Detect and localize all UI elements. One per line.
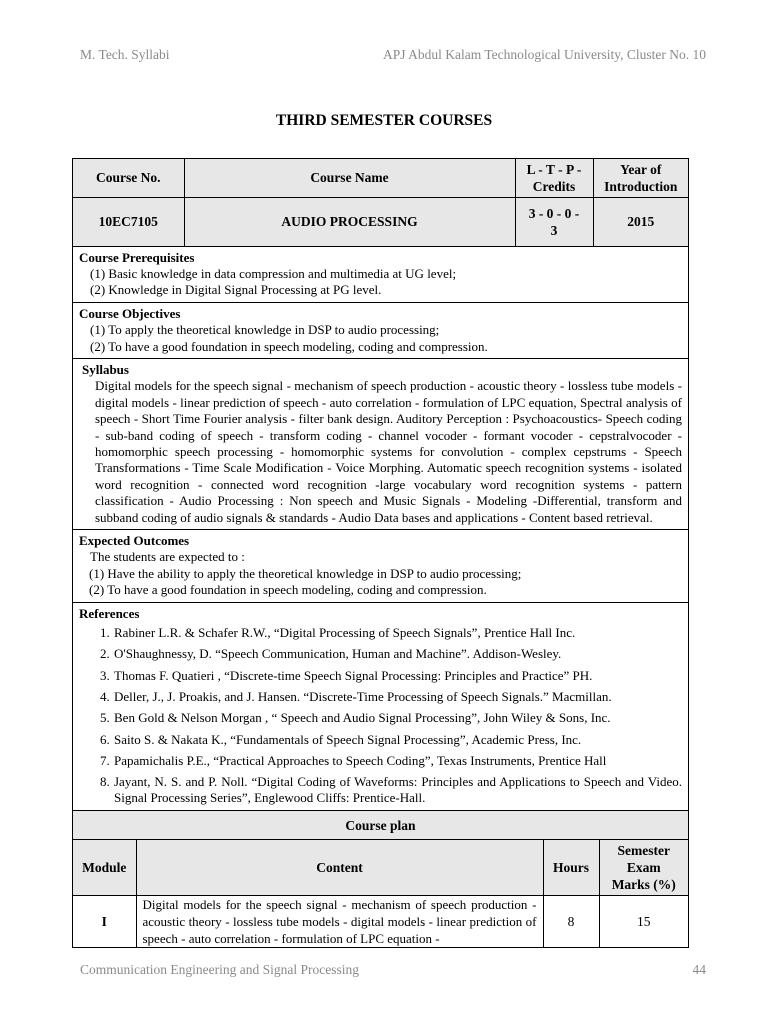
reference-item: 6. Saito S. & Nakata K., “Fundamentals of Speech Signal Processing”, Academic Press, Inc. bbox=[113, 732, 682, 748]
course-credits-line1: 3 - 0 - 0 - bbox=[528, 205, 580, 221]
course-info-row bbox=[73, 197, 688, 246]
course-info-table bbox=[73, 159, 688, 247]
course-plan-table bbox=[73, 811, 688, 947]
prerequisites-section bbox=[73, 247, 688, 302]
syllabus-section bbox=[73, 358, 688, 529]
page-number: 44 bbox=[692, 962, 706, 977]
col-marks-line2: Exam bbox=[626, 860, 661, 876]
course-plan-row bbox=[73, 896, 688, 948]
col-credits-line1: L - T - P - bbox=[526, 161, 582, 177]
col-course-no: Course No. bbox=[73, 159, 184, 197]
course-plan-section bbox=[73, 810, 688, 947]
footer-text: Communication Engineering and Signal Processing bbox=[80, 962, 359, 977]
course-no: 10EC7105 bbox=[73, 197, 184, 246]
reference-item: 7. Papamichalis P.E., “Practical Approaches to Speech Coding”, Texas Instruments, Prentice Hall bbox=[113, 753, 682, 769]
col-year-line2: Introduction bbox=[604, 178, 678, 194]
course-info-header bbox=[73, 159, 688, 197]
col-hours: Hours bbox=[543, 840, 599, 896]
course-plan-header bbox=[73, 840, 688, 896]
module-content-text: Digital models for the speech signal - mechanism of speech production - acoustic theory - lossless tube models - digital models - linear prediction of speech - auto correlation - formulation of LPC equation - bbox=[142, 897, 537, 947]
prerequisites-title: Course Prerequisites bbox=[79, 249, 195, 265]
col-credits bbox=[515, 159, 593, 197]
col-module: Module bbox=[73, 840, 136, 896]
syllabus-title: Syllabus bbox=[82, 361, 129, 377]
course-name: AUDIO PROCESSING bbox=[184, 197, 515, 246]
course-plan-title: Course plan bbox=[73, 811, 688, 840]
references-section bbox=[73, 602, 688, 810]
prerequisite-item: (2) Knowledge in Digital Signal Processing at PG level. bbox=[90, 282, 382, 298]
col-year-line1: Year of bbox=[620, 161, 662, 177]
reference-item: 4. Deller, J., J. Proakis, and J. Hansen. “Discrete-Time Processing of Speech Signals.” Macmillan. bbox=[113, 689, 682, 705]
col-year bbox=[593, 159, 688, 197]
course-document bbox=[72, 158, 689, 948]
module-marks: 15 bbox=[599, 896, 688, 948]
syllabus-text: Digital models for the speech signal - mechanism of speech production - acoustic theory - lossless tube models - digital models - linear prediction of speech - auto correlation - formulation of LPC equation, Spectral analysis of speech - Short Time Fourier analysis - filter bank design. Auditory Perception : Psychoacoustics- Speech coding - sub-band coding of speech - transform coding - channel vocoder - formant vocoder - cepstralvocoder - homomorphic speech processing - homomorphic systems for convolution - complex cepstrums - Speech Transformations - Time Scale Modification - Voice Morphing. Automatic speech recognition systems - isolated word recognition - connected word recognition -large vocabulary word recognition systems - pattern classification - Audio Processing : Non speech and Music Signals - Modeling -Differential, transform and subband coding of audio signals & standards - Audio Data bases and applications - Content based retrieval. bbox=[95, 378, 682, 525]
reference-item: 1. Rabiner L.R. & Schafer R.W., “Digital Processing of Speech Signals”, Prentice Hall Inc. bbox=[113, 625, 682, 641]
col-credits-line2: Credits bbox=[532, 178, 576, 194]
outcomes-section bbox=[73, 529, 688, 602]
col-marks-line1: Semester bbox=[617, 843, 670, 859]
outcomes-intro: The students are expected to : bbox=[90, 549, 245, 565]
reference-item: 3. Thomas F. Quatieri , “Discrete-time Speech Signal Processing: Principles and Practice” PH. bbox=[113, 668, 682, 684]
reference-item: 5. Ben Gold & Nelson Morgan , “ Speech and Audio Signal Processing”, John Wiley & Sons, Inc. bbox=[113, 710, 682, 726]
header-left: M. Tech. Syllabi bbox=[80, 47, 170, 62]
module-hours: 8 bbox=[543, 896, 599, 948]
objectives-section bbox=[73, 302, 688, 358]
page-title: THIRD SEMESTER COURSES bbox=[275, 112, 493, 129]
course-credits-line2: 3 bbox=[550, 222, 558, 238]
col-marks bbox=[599, 840, 688, 896]
objective-item: (2) To have a good foundation in speech modeling, coding and compression. bbox=[90, 338, 488, 354]
module-content bbox=[136, 896, 543, 948]
outcome-item: (1) Have the ability to apply the theoretical knowledge in DSP to audio processing; bbox=[89, 565, 522, 581]
outcome-item: (2) To have a good foundation in speech modeling, coding and compression. bbox=[89, 582, 487, 598]
objective-item: (1) To apply the theoretical knowledge in DSP to audio processing; bbox=[90, 322, 440, 338]
module-number: I bbox=[73, 896, 136, 948]
col-marks-line3: Marks (%) bbox=[611, 877, 676, 893]
prerequisite-item: (1) Basic knowledge in data compression and multimedia at UG level; bbox=[90, 265, 457, 281]
col-course-name: Course Name bbox=[184, 159, 515, 197]
reference-item: 2. O'Shaughnessy, D. “Speech Communication, Human and Machine”. Addison-Wesley. bbox=[113, 646, 682, 662]
outcomes-title: Expected Outcomes bbox=[79, 533, 190, 548]
col-content: Content bbox=[136, 840, 543, 896]
header-right: APJ Abdul Kalam Technological University, Cluster No. 10 bbox=[382, 47, 706, 62]
reference-item: 8. Jayant, N. S. and P. Noll. “Digital Coding of Waveforms: Principles and Applications to Speech and Video. Signal Processing Series”, Englewood Cliffs: Prentice-Hall. bbox=[113, 774, 682, 806]
objectives-title: Course Objectives bbox=[79, 305, 181, 321]
references-title: References bbox=[79, 605, 140, 621]
course-year: 2015 bbox=[593, 197, 688, 246]
course-credits bbox=[515, 197, 593, 246]
references-list bbox=[79, 625, 682, 806]
